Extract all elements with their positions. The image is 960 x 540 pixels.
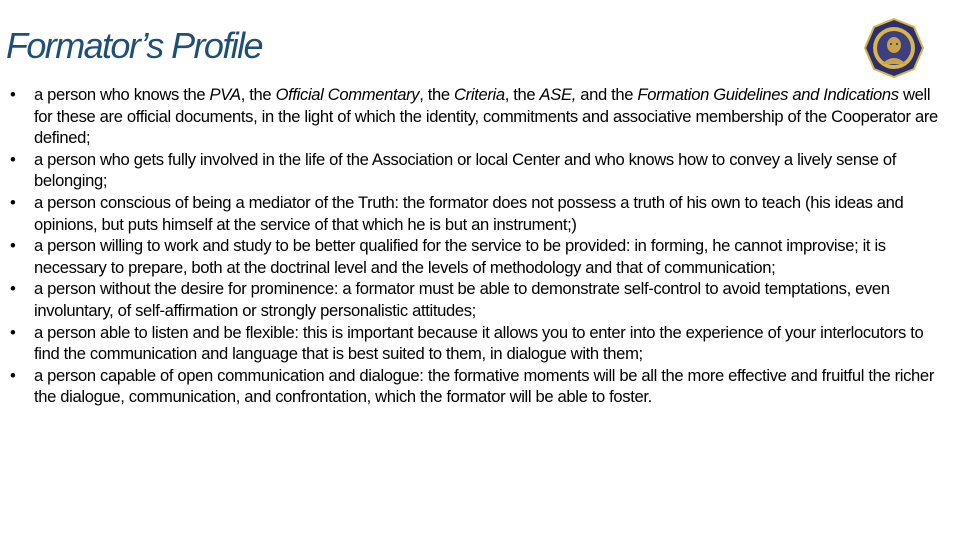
- bullet-marker: •: [10, 322, 16, 342]
- text-segment: a person who gets fully involved in the life of the Association or local Center and who knows how to convey a lively sense of belonging;: [34, 149, 897, 191]
- list-item: [10, 365, 946, 408]
- bullet-text: [34, 279, 890, 320]
- bullet-text: [34, 150, 896, 191]
- text-segment: a person conscious of being a mediator of the Truth: the formator does not possess a truth of his own to teach (his ideas and opinions, but puts himself at the service of that which he is but an instrument;): [34, 192, 904, 234]
- bullet-text: [34, 193, 903, 234]
- bullet-list: [10, 84, 946, 408]
- text-segment: a person willing to work and study to be better qualified for the service to be provided: in forming, he cannot improvise; it is necessary to prepare, both at the doctrinal level and the levels of methodology and that of communication;: [34, 236, 886, 277]
- list-item: [10, 322, 946, 365]
- list-item: [10, 235, 946, 278]
- italic-text-segment: Official Commentary: [275, 85, 420, 104]
- text-segment: well for these are official documents, in the light of which the identity, commitments and associative membership of the Cooperator are defined;: [34, 85, 938, 148]
- bullet-text: [34, 323, 923, 364]
- salesian-cooperators-emblem-icon: [864, 18, 924, 78]
- text-segment: a person capable of open communication and dialogue: the formative moments will be all the more effective and fruitful the richer the dialogue, communication, and confrontation, which the formator will be able to foster.: [34, 365, 934, 407]
- bullet-marker: •: [10, 365, 16, 385]
- bullet-marker: •: [10, 279, 16, 299]
- text-segment: a person without the desire for prominence: a formator must be able to demonstrate self-control to avoid temptations, even involuntary, of self-affirmation or strongly personalistic attitudes;: [34, 279, 890, 320]
- bullet-marker: •: [10, 149, 16, 169]
- text-segment: and the: [575, 85, 638, 104]
- italic-text-segment: PVA: [209, 85, 241, 104]
- italic-text-segment: Formation Guidelines and Indications: [637, 85, 899, 104]
- text-segment: , the: [419, 85, 455, 104]
- bullet-text: [34, 85, 938, 147]
- page-title: Formator’s Profile: [6, 25, 262, 66]
- bullet-marker: •: [10, 236, 16, 256]
- bullet-marker: •: [10, 192, 16, 212]
- bullet-marker: •: [10, 85, 16, 104]
- text-segment: , the: [504, 85, 540, 104]
- bullet-text: [34, 236, 886, 277]
- list-item: [10, 192, 946, 235]
- italic-text-segment: Criteria: [454, 85, 505, 104]
- text-segment: a person able to listen and be flexible: this is important because it allows you to enter into the experience of your interlocutors to find the communication and language that is best suited to them, in dialogue with them;: [34, 322, 924, 364]
- text-segment: , the: [240, 85, 276, 104]
- text-segment: a person who knows the: [34, 85, 210, 104]
- bullet-text: [34, 366, 934, 407]
- italic-text-segment: ASE,: [539, 85, 576, 104]
- list-item: [10, 278, 946, 321]
- list-item: [10, 149, 946, 192]
- list-item: [10, 84, 946, 149]
